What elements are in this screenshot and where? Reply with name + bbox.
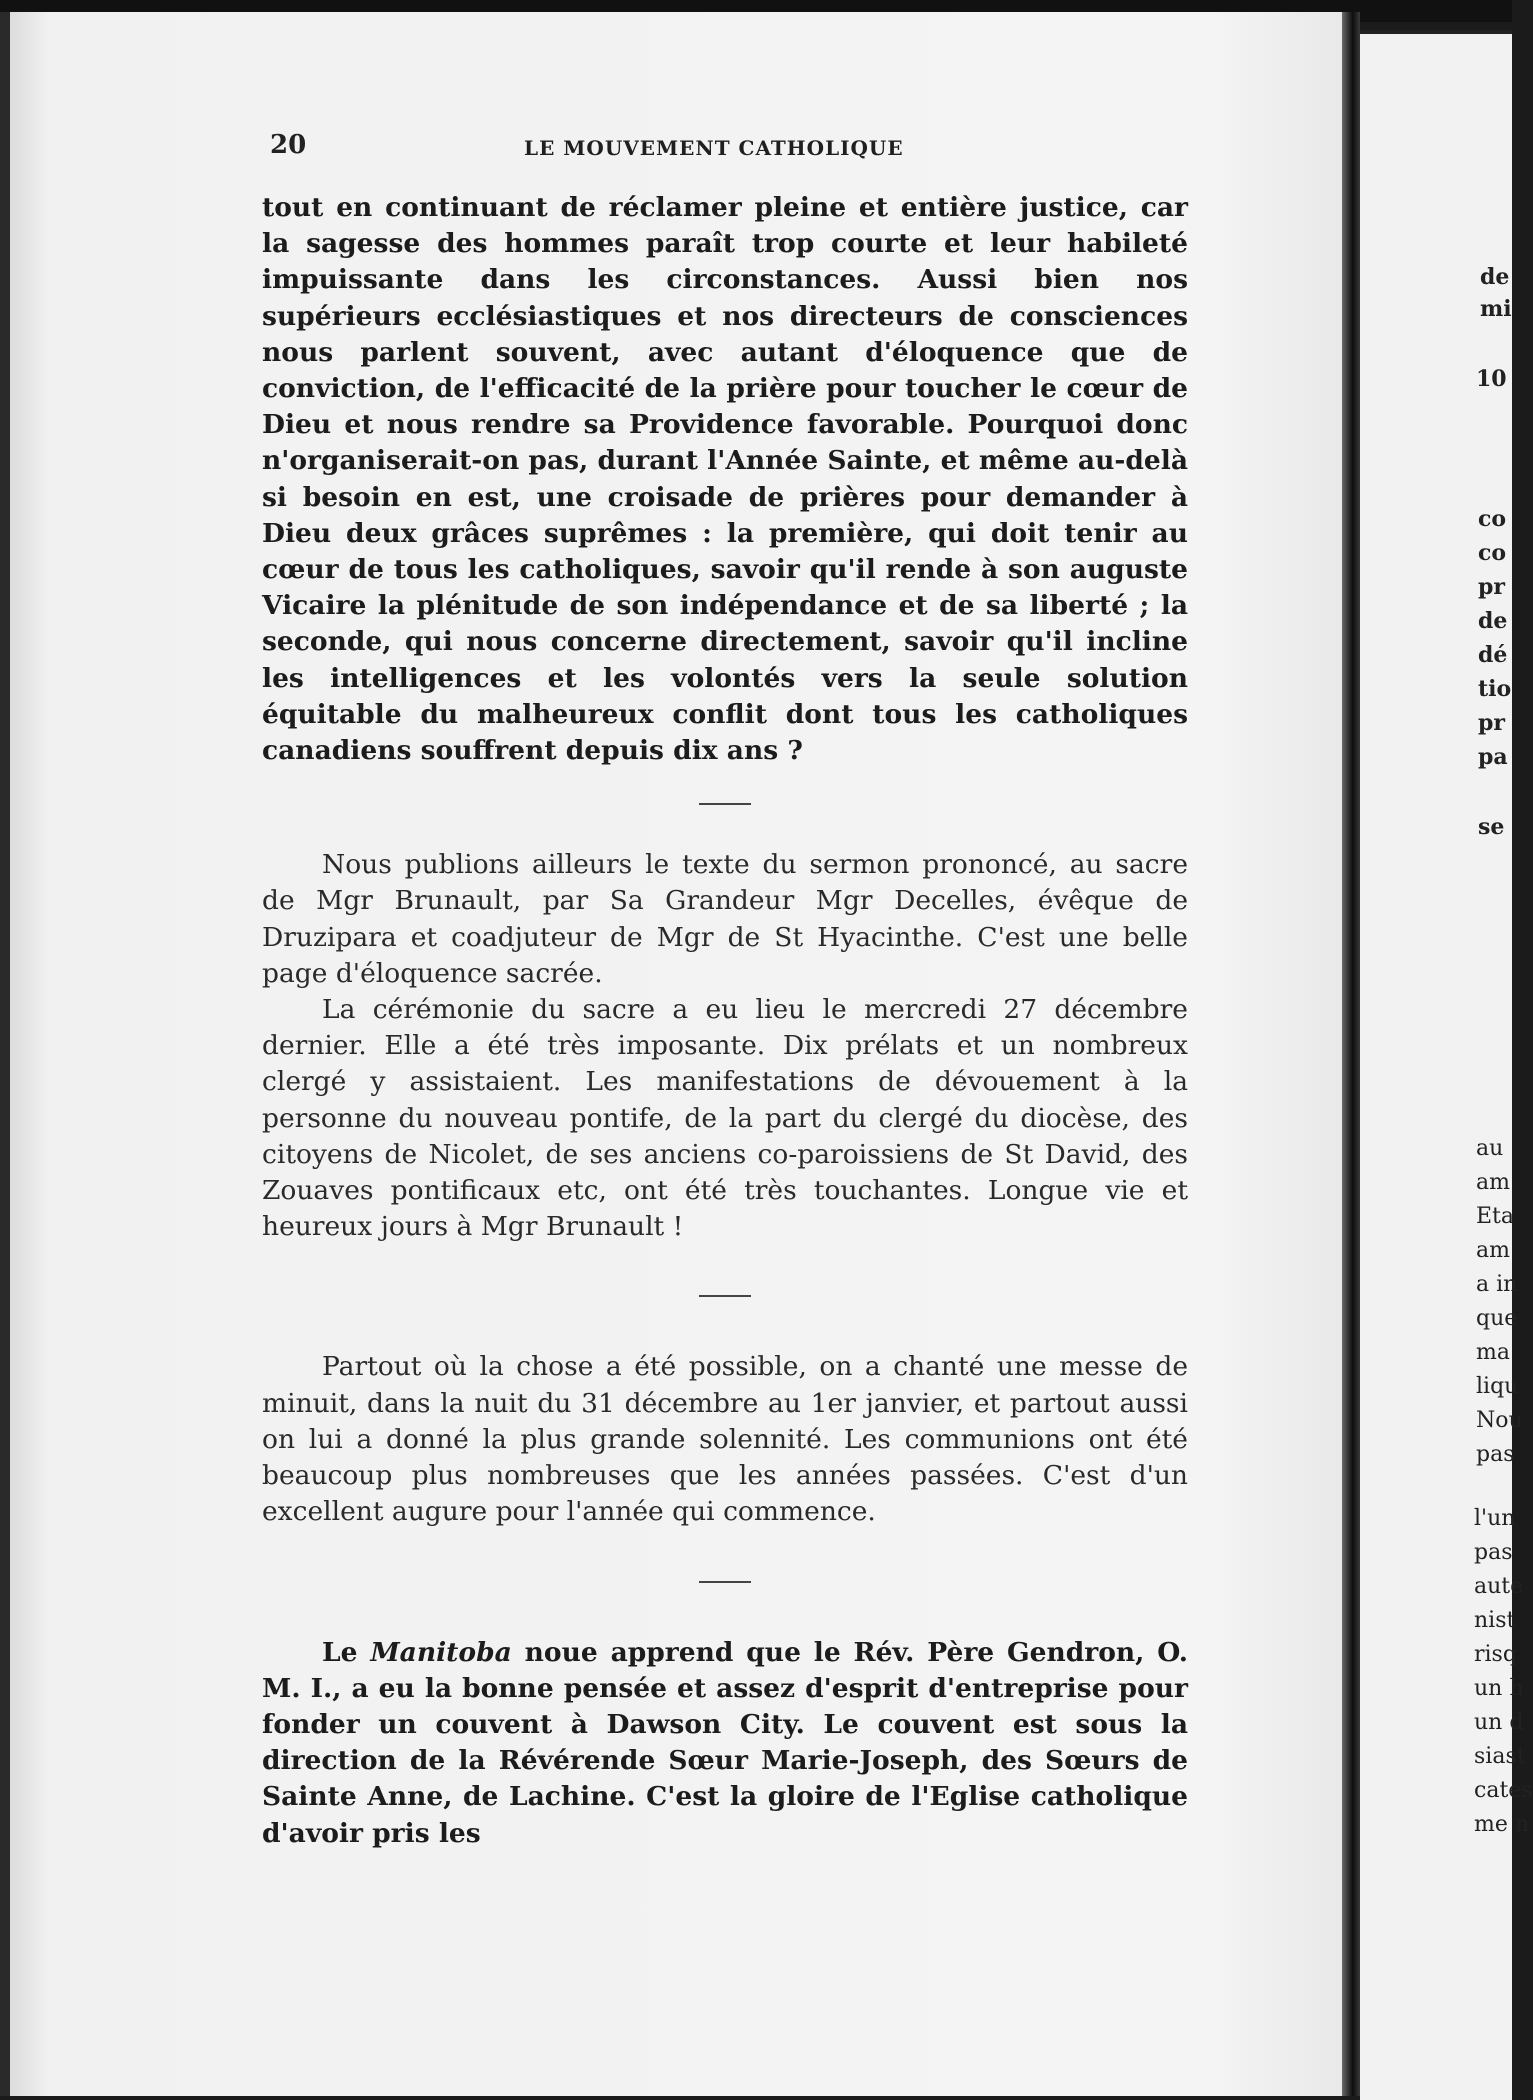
right-page-fragment: nist (1474, 1608, 1516, 1633)
right-page-fragment: un h (1474, 1676, 1524, 1701)
right-page-fragment: pr (1478, 574, 1505, 600)
right-page-fragment: pr (1478, 710, 1505, 736)
right-page-fragment: am (1476, 1238, 1510, 1263)
paragraph-3: La cérémonie du sacre a eu lieu le mercredi 27 décembre dernier. Elle a été très imposante. Dix prélats et un nombreux clergé y assistaient. Les manifestations de dévouement à la personne du nouveau pontife, de la part du clergé du diocèse, des citoyens de Nicolet, de ses anciens co-paroissiens de St David, des Zouaves pontificaux etc, ont été très touchantes. Longue vie et heureux jours à Mgr Brunault ! (262, 994, 1188, 1243)
section-divider (699, 803, 751, 805)
right-page-fragment: pas (1476, 1442, 1515, 1467)
right-page-fragment: risq (1474, 1642, 1517, 1667)
paragraph-5 (262, 1635, 1188, 1852)
paragraph-1: tout en continuant de réclamer pleine et entière justice, car la sagesse des hommes paraît trop courte et leur habileté impuissante dans les circonstances. Aussi bien nos supérieurs ecclésiastiques et nos directeurs de consciences nous parlent souvent, avec autant d'éloquence que de conviction, de l'efficacité de la prière pour toucher le cœur de Dieu et nous rendre sa Providence favorable. Pourquoi donc n'organiserait-on pas, durant l'Année Sainte, et même au-delà si besoin en est, une croisade de prières pour demander à Dieu deux grâces suprêmes : la première, qui doit tenir au cœur de tous les catholiques, savoir qu'il rende à son auguste Vicaire la plénitude de son indépendance et de sa liberté ; la seconde, qui nous concerne directement, savoir qu'il incline les intelligences et les volontés vers la seule solution équitable du malheureux conflit dont tous les catholiques canadiens souffrent depuis dix ans ? (262, 192, 1188, 767)
right-page-fragment: au (1476, 1136, 1504, 1161)
right-page-fragment: me n (1474, 1812, 1530, 1837)
book-gutter (1342, 12, 1360, 2096)
right-page-fragment: aute (1474, 1574, 1524, 1599)
paragraph-4: Partout où la chose a été possible, on a chanté une messe de minuit, dans la nuit du 31 décembre au 1er janvier, et partout aussi on lui a donné la plus grande solennité. Les communions ont été beaucoup plus nombreuses que les années passées. C'est d'un excellent augure pour l'année qui commence. (262, 1351, 1188, 1528)
right-page-fragment: 10 (1476, 366, 1507, 392)
right-page-fragment: tio (1478, 676, 1512, 702)
right-page-fragment: cates (1474, 1778, 1533, 1803)
right-page-fragment: a in (1476, 1272, 1518, 1297)
right-page-fragment: l'un (1474, 1506, 1516, 1531)
right-page-fragment: co (1478, 506, 1507, 532)
body-text (262, 190, 1188, 1852)
paragraph-2: Nous publions ailleurs le texte du sermon prononcé, au sacre de Mgr Brunault, par Sa Grandeur Mgr Decelles, évêque de Druzipara et coadjuteur de Mgr de St Hyacinthe. C'est une belle page d'éloquence sacrée. (262, 849, 1188, 989)
right-page-fragment: un d (1474, 1710, 1524, 1735)
running-title: LE MOUVEMENT CATHOLIQUE (524, 136, 904, 160)
right-page-fragment: pa (1478, 744, 1508, 770)
right-page-fragment: Eta (1476, 1204, 1515, 1229)
right-page-fragment: se (1478, 814, 1505, 840)
right-page-fragment: mi (1480, 296, 1512, 322)
right-page-fragment: am (1476, 1170, 1510, 1195)
right-page-fragment: co (1478, 540, 1507, 566)
right-page-fragment: de (1478, 608, 1508, 634)
paragraph-5-start: Le (322, 1636, 371, 1668)
right-page-fragment: dé (1478, 642, 1508, 668)
newspaper-title: Manitoba (370, 1636, 512, 1668)
right-page-fragment: de (1480, 264, 1510, 290)
page-header (270, 130, 1170, 170)
right-page-fragment: Nou (1476, 1408, 1523, 1433)
right-page-fragment: pas (1474, 1540, 1513, 1565)
right-page-fragment: que (1476, 1306, 1518, 1331)
right-page-fragment: siast (1474, 1744, 1526, 1769)
left-page (0, 12, 1342, 2096)
page-number: 20 (270, 130, 307, 160)
right-page-edge (1360, 30, 1533, 2100)
section-divider (699, 1581, 751, 1583)
paragraph-5-rest: noue apprend que le Rév. Père Gendron, O. M. I., a eu la bonne pensée et assez d'esprit d'entreprise pour fonder un couvent à Dawson City. Le couvent est sous la direction de la Révérende Sœur Marie-Joseph, des Sœurs de Sainte Anne, de Lachine. C'est la gloire de l'Eglise catholique d'avoir pris les (262, 1636, 1189, 1849)
section-divider (699, 1295, 751, 1297)
right-page-fragment: liqu (1476, 1374, 1519, 1399)
right-page-fragment: ma (1476, 1340, 1510, 1365)
